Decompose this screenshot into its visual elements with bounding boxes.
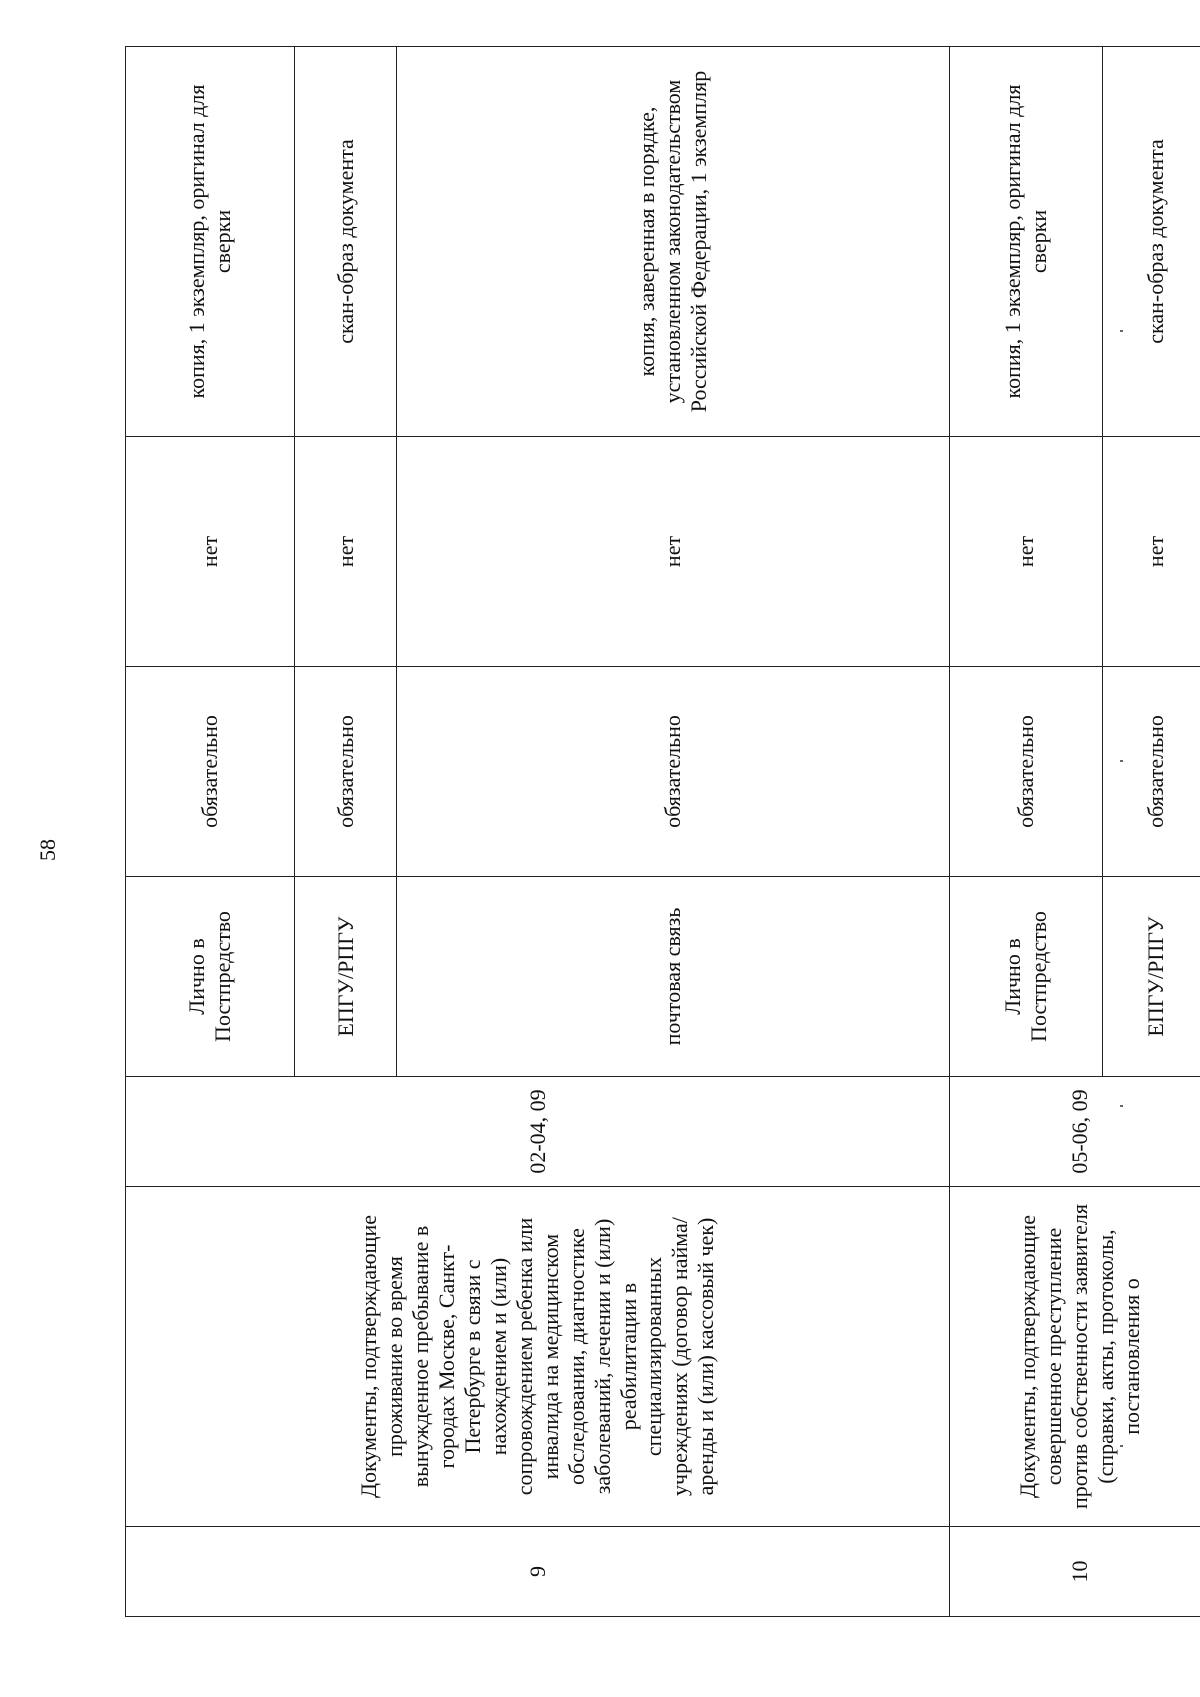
page-number: 58 bbox=[35, 839, 60, 861]
scan-speck bbox=[1120, 760, 1123, 762]
document-description: Документы, подтверждающие проживание во время вынужденное пребывание в городах Москве, Санкт-Петербурге в связи с нахождением и (или) сопровождением ребенка или инвалида на медицинском обследовании, диагностике заболеваний, лечении и (или) реабилитации в специализированных учреждениях (договор найма/аренды и (или) кассовый чек) bbox=[126, 1187, 950, 1527]
requirement: обязательно bbox=[397, 667, 950, 877]
submission-method: почтовая связь bbox=[397, 877, 950, 1077]
submission-method: Лично в Постпредство bbox=[950, 877, 1102, 1077]
rotated-table-wrapper bbox=[125, 47, 1200, 1617]
needed-flag: нет bbox=[397, 437, 950, 667]
requirement: обязательно bbox=[126, 667, 295, 877]
submission-method: ЕПГУ/РПГУ bbox=[295, 877, 397, 1077]
needed-flag: нет bbox=[950, 437, 1102, 667]
submission-method: ЕПГУ/РПГУ bbox=[1102, 877, 1200, 1077]
scan-speck bbox=[1120, 1445, 1123, 1447]
rotated-table-content bbox=[125, 47, 1200, 1617]
document-form: скан-образ документа bbox=[295, 47, 397, 437]
document-form: копия, 1 экземпляр, оригинал для сверки bbox=[950, 47, 1102, 437]
requirement: обязательно bbox=[295, 667, 397, 877]
document-form: скан-образ документа bbox=[1102, 47, 1200, 437]
scan-speck bbox=[1120, 1105, 1123, 1107]
scan-speck bbox=[1120, 330, 1123, 332]
requirement: обязательно bbox=[950, 667, 1102, 877]
table-row bbox=[950, 47, 1102, 1617]
document-code: 05-06, 09 bbox=[950, 1077, 1200, 1187]
document-form: копия, заверенная в порядке, установленном законодательством Российской Федерации, 1 экземпляр bbox=[397, 47, 950, 437]
document-form: копия, 1 экземпляр, оригинал для сверки bbox=[126, 47, 295, 437]
document-description: Документы, подтверждающие совершенное преступление против собственности заявителя (справки, акты, протоколы, постановления о bbox=[950, 1187, 1200, 1527]
document-code: 02-04, 09 bbox=[126, 1077, 950, 1187]
submission-method: Лично в Постпредство bbox=[126, 877, 295, 1077]
needed-flag: нет bbox=[126, 437, 295, 667]
requirement: обязательно bbox=[1102, 667, 1200, 877]
needed-flag: нет bbox=[295, 437, 397, 667]
needed-flag: нет bbox=[1102, 437, 1200, 667]
table-row bbox=[126, 47, 295, 1617]
documents-table bbox=[125, 46, 1200, 1617]
row-number: 9 bbox=[126, 1527, 950, 1617]
row-number: 10 bbox=[950, 1527, 1200, 1617]
